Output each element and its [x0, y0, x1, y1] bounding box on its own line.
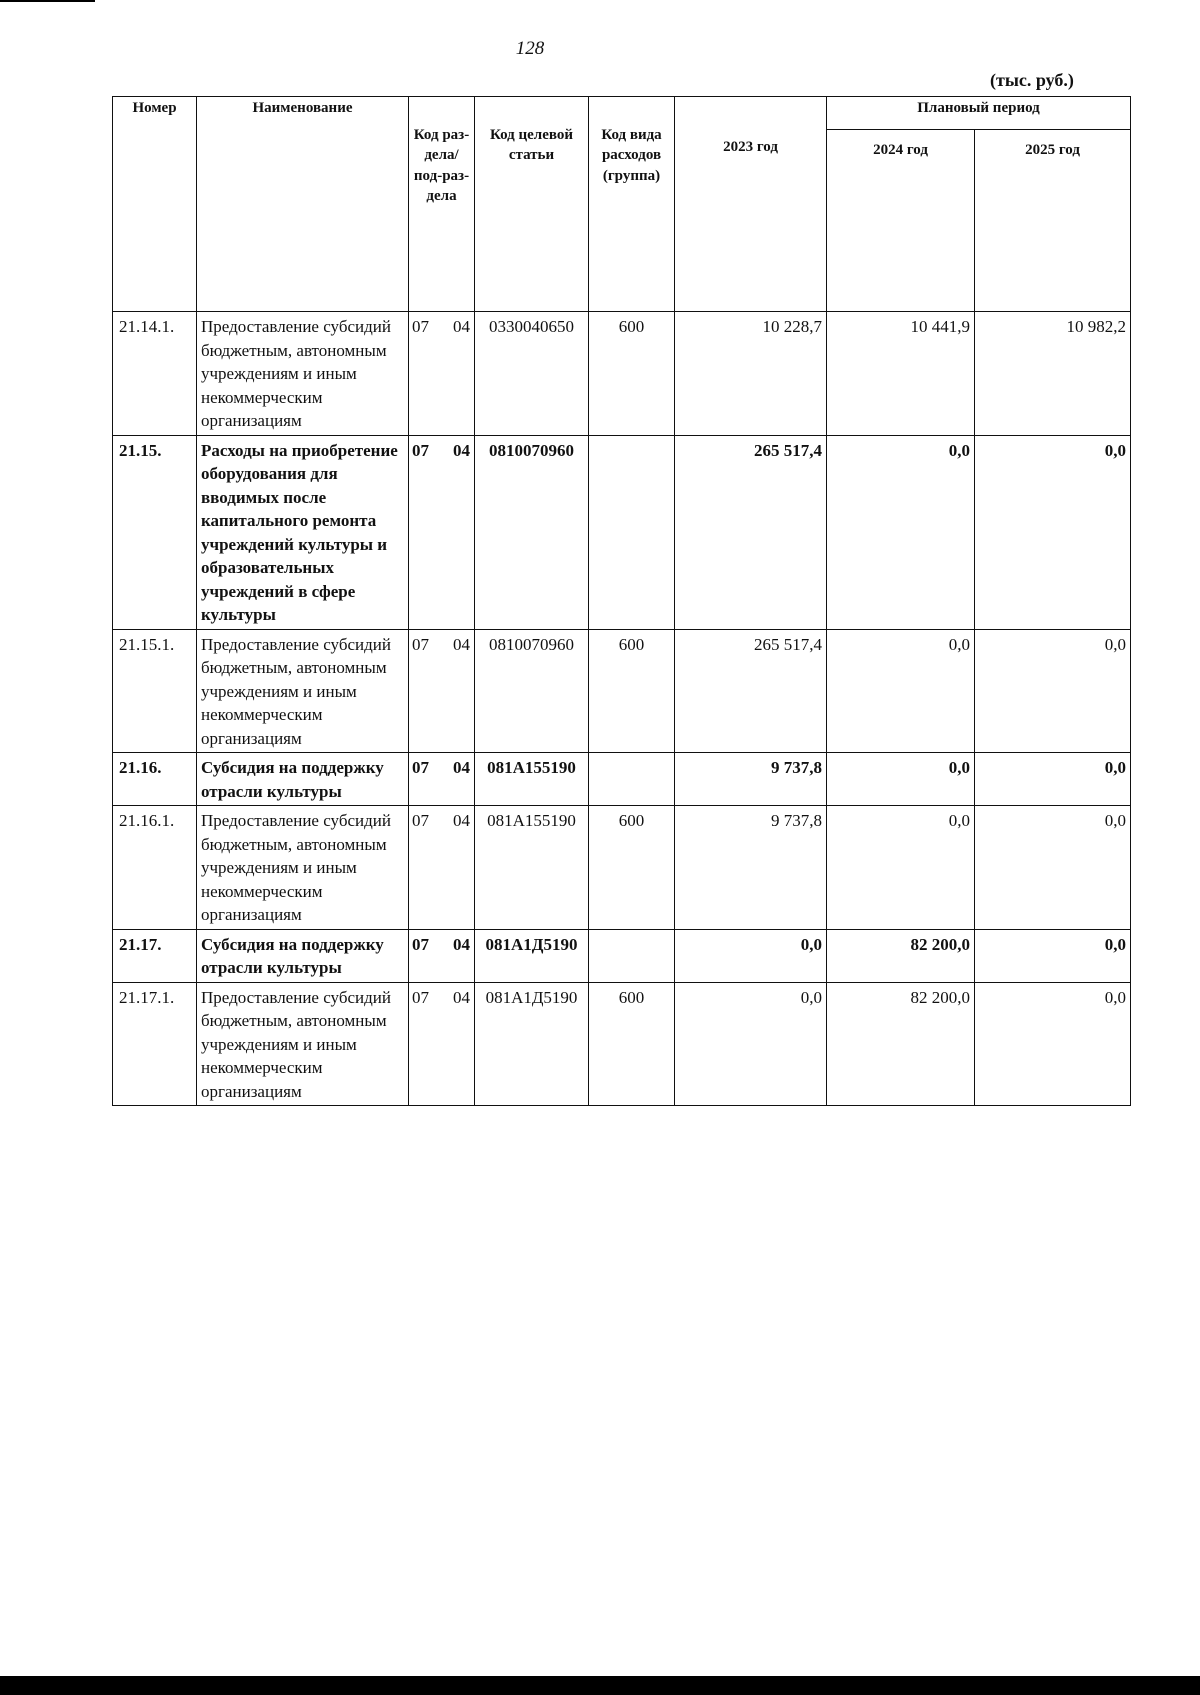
scan-edge-bottom	[0, 1676, 1200, 1695]
row-target-code: 081A1Д5190	[475, 929, 589, 982]
row-section-code	[409, 753, 475, 806]
row-amount-2024: 0,0	[827, 753, 975, 806]
budget-table	[112, 96, 1131, 1106]
row-expense-group: 600	[589, 629, 675, 753]
row-expense-group	[589, 435, 675, 629]
row-razdel: 07	[412, 934, 429, 954]
row-amount-2023: 265 517,4	[675, 629, 827, 753]
row-podrazdel: 04	[453, 758, 470, 777]
row-amount-2023: 0,0	[675, 982, 827, 1106]
table-row	[113, 312, 1131, 436]
row-podrazdel: 04	[453, 811, 470, 830]
table-row	[113, 629, 1131, 753]
row-name: Предоставление субсидий бюджетным, автономным учреждениям и иным некоммерческим организациям	[197, 806, 409, 930]
row-target-code: 081A155190	[475, 806, 589, 930]
row-razdel: 07	[412, 317, 429, 336]
row-name: Предоставление субсидий бюджетным, автономным учреждениям и иным некоммерческим организациям	[197, 312, 409, 436]
row-section-code	[409, 806, 475, 930]
row-target-code: 081A155190	[475, 753, 589, 806]
row-target-code: 081A1Д5190	[475, 982, 589, 1106]
row-amount-2025: 0,0	[975, 806, 1131, 930]
row-name: Расходы на приобретение оборудования для вводимых после капитального ремонта учреждений культуры и образовательных учреждений в сфере культуры	[197, 435, 409, 629]
row-expense-group	[589, 929, 675, 982]
row-amount-2025: 0,0	[975, 435, 1131, 629]
table-row	[113, 929, 1131, 982]
row-name: Предоставление субсидий бюджетным, автономным учреждениям и иным некоммерческим организациям	[197, 982, 409, 1106]
row-amount-2024: 0,0	[827, 806, 975, 930]
row-podrazdel: 04	[453, 634, 470, 654]
row-target-code: 0810070960	[475, 435, 589, 629]
header-section-code: Код раз-дела/ под-раз-дела	[409, 97, 475, 312]
header-expense-type-code: Код вида расходов (группа)	[589, 97, 675, 312]
row-amount-2023: 9 737,8	[675, 753, 827, 806]
header-number: Номер	[113, 97, 197, 312]
row-target-code: 0330040650	[475, 312, 589, 436]
header-planned-period: Плановый период	[827, 97, 1131, 130]
row-section-code	[409, 312, 475, 436]
row-amount-2025: 0,0	[975, 753, 1131, 806]
row-amount-2023: 0,0	[675, 929, 827, 982]
row-amount-2025: 0,0	[975, 929, 1131, 982]
row-number: 21.15.1.	[113, 629, 197, 753]
scan-edge-top	[0, 0, 95, 2]
row-section-code	[409, 982, 475, 1106]
row-amount-2024: 82 200,0	[827, 929, 975, 982]
header-year-2023: 2023 год	[675, 97, 827, 312]
table-body	[113, 312, 1131, 1106]
row-name: Предоставление субсидий бюджетным, автономным учреждениям и иным некоммерческим организациям	[197, 629, 409, 753]
row-podrazdel: 04	[453, 317, 470, 336]
header-year-2024: 2024 год	[827, 130, 975, 312]
row-amount-2025: 10 982,2	[975, 312, 1131, 436]
header-target-code: Код целевой статьи	[475, 97, 589, 312]
row-podrazdel: 04	[453, 440, 470, 460]
header-year-2025: 2025 год	[975, 130, 1131, 312]
row-expense-group: 600	[589, 312, 675, 436]
units-label: (тыс. руб.)	[990, 70, 1074, 90]
row-target-code: 0810070960	[475, 629, 589, 753]
row-name: Субсидия на поддержку отрасли культуры	[197, 753, 409, 806]
page-number: 128	[515, 38, 545, 59]
table-header	[113, 97, 1131, 312]
row-expense-group	[589, 753, 675, 806]
row-number: 21.17.1.	[113, 982, 197, 1106]
row-podrazdel: 04	[453, 987, 470, 1007]
row-number: 21.16.	[113, 753, 197, 806]
row-amount-2025: 0,0	[975, 629, 1131, 753]
row-number: 21.15.	[113, 435, 197, 629]
row-amount-2024: 82 200,0	[827, 982, 975, 1106]
row-section-code	[409, 435, 475, 629]
row-amount-2024: 0,0	[827, 435, 975, 629]
row-amount-2025: 0,0	[975, 982, 1131, 1106]
row-expense-group: 600	[589, 806, 675, 930]
row-amount-2023: 10 228,7	[675, 312, 827, 436]
row-name: Субсидия на поддержку отрасли культуры	[197, 929, 409, 982]
row-amount-2023: 265 517,4	[675, 435, 827, 629]
row-amount-2024: 0,0	[827, 629, 975, 753]
row-razdel: 07	[412, 811, 429, 830]
row-razdel: 07	[412, 634, 429, 654]
row-section-code	[409, 929, 475, 982]
row-razdel: 07	[412, 758, 429, 777]
table-row	[113, 435, 1131, 629]
table-row	[113, 982, 1131, 1106]
row-razdel: 07	[412, 987, 429, 1007]
table-row	[113, 753, 1131, 806]
row-number: 21.17.	[113, 929, 197, 982]
row-expense-group: 600	[589, 982, 675, 1106]
row-podrazdel: 04	[453, 934, 470, 954]
row-amount-2024: 10 441,9	[827, 312, 975, 436]
row-number: 21.14.1.	[113, 312, 197, 436]
table-row	[113, 806, 1131, 930]
row-number: 21.16.1.	[113, 806, 197, 930]
header-name: Наименование	[197, 97, 409, 312]
row-section-code	[409, 629, 475, 753]
row-razdel: 07	[412, 440, 429, 460]
row-amount-2023: 9 737,8	[675, 806, 827, 930]
